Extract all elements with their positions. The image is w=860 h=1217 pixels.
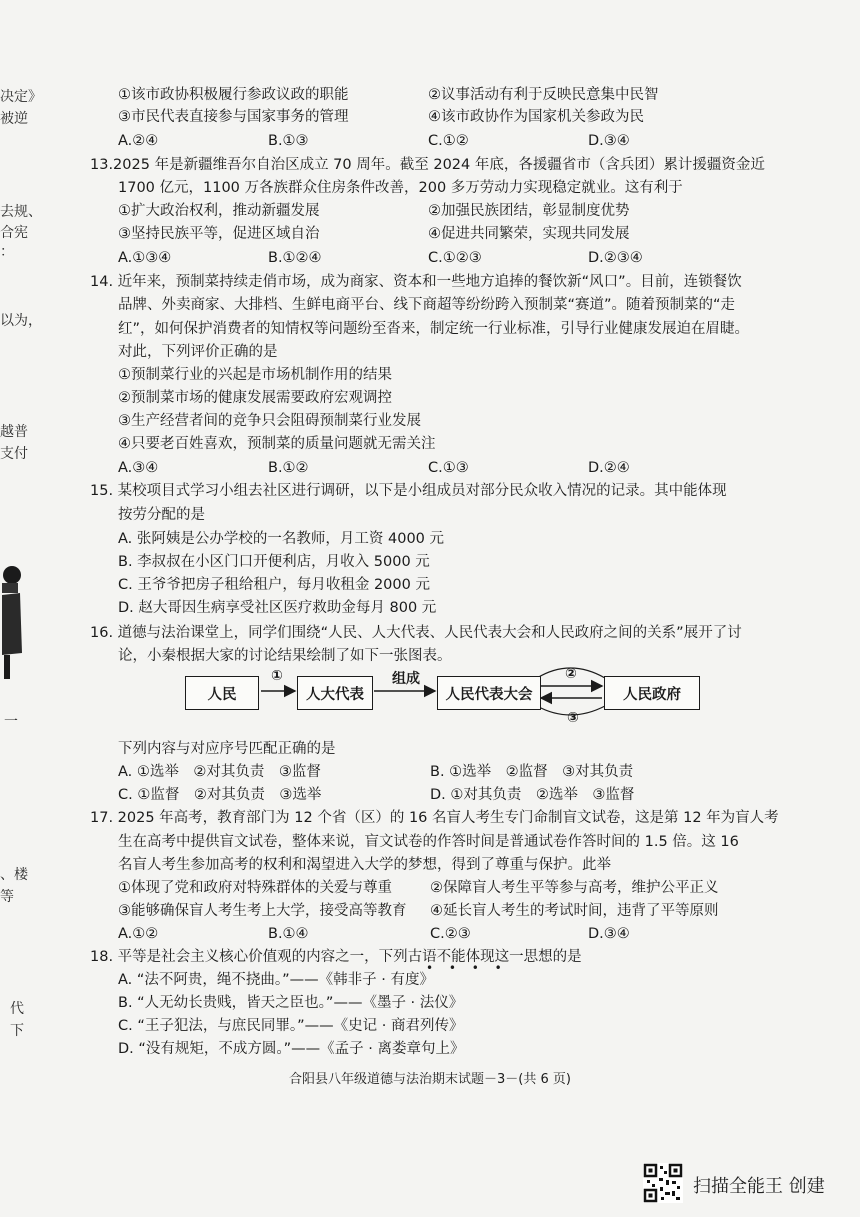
diagram-label-3: ③ (567, 710, 579, 726)
q15-stem-line: 15. 某校项目式学习小组去社区进行调研，以下是小组成员对部分民众收入情况的记录。其中能体现 (90, 483, 727, 499)
q16-prompt: 下列内容与对应序号匹配正确的是 (118, 741, 336, 757)
q13-answer-a: A.①③④ (118, 250, 172, 266)
q17-option-2: ②保障盲人考生平等参与高考，维护公平正义 (430, 880, 719, 896)
page-footer: 合阳县八年级道德与法治期末试题－3－(共 6 页) (289, 1072, 571, 1087)
qr-code-icon (643, 1163, 683, 1203)
q14-answer-a: A.③④ (118, 460, 159, 476)
diagram-box-deputies: 人大代表 (297, 676, 373, 710)
q17-stem-line: 名盲人考生参加高考的权利和渴望进入大学的梦想，得到了尊重与保护。此举 (118, 857, 611, 873)
margin-fragment: ： (0, 244, 14, 260)
q18-option: C. “王子犯法，与庶民同罪。”——《史记 · 商君列传》 (118, 1018, 464, 1034)
q14-option: ④只要老百姓喜欢，预制菜的质量问题就无需关注 (118, 436, 436, 452)
q17-answer-a: A.①② (118, 926, 159, 942)
relationship-diagram (185, 664, 725, 736)
q17-option-3: ③能够确保盲人考生考上大学，接受高等教育 (118, 903, 407, 919)
q12-answer-c: C.①② (428, 133, 469, 149)
margin-fragment: 被逆 (0, 111, 28, 127)
q16-stem-line: 16. 道德与法治课堂上，同学们围绕“人民、人大代表、人民代表大会和人民政府之间的关系”展开了讨 (90, 625, 742, 641)
diagram-box-congress: 人民代表大会 (437, 676, 541, 710)
margin-fragment: 代 (10, 1001, 24, 1017)
q17-answer-c: C.②③ (430, 926, 471, 942)
diagram-label-1: ① (271, 668, 283, 684)
q14-stem-line: 红”，如何保护消费者的知情权等问题纷至沓来，制定统一行业标准，引导行业健康发展迫在眉睫。 (118, 321, 750, 337)
q13-option-3: ③坚持民族平等，促进区域自治 (118, 226, 320, 242)
q12-option-1: ①该市政协积极履行参政议政的职能 (118, 87, 349, 103)
q12-answer-b: B.①③ (268, 133, 309, 149)
margin-fragment: 等 (0, 889, 14, 905)
margin-fragment: 决定》 (0, 89, 42, 105)
q16-stem-line: 论，小秦根据大家的讨论结果绘制了如下一张图表。 (118, 648, 452, 664)
q16-answer-a: A. ①选举 ②对其负责 ③监督 (118, 764, 321, 780)
q13-stem-line: 1700 亿元，1100 万各族群众住房条件改善，200 多万劳动力实现稳定就业。这有利于 (118, 180, 683, 196)
q14-stem-line: 14. 近年来，预制菜持续走俏市场，成为商家、资本和一些地方追捧的餐饮新“风口”。目前，连锁餐饮 (90, 274, 742, 290)
q12-answer-a: A.②④ (118, 133, 159, 149)
q14-option: ①预制菜行业的兴起是市场机制作用的结果 (118, 367, 392, 383)
q14-option: ③生产经营者间的竞争只会阻碍预制菜行业发展 (118, 413, 421, 429)
q15-option: D. 赵大哥因生病享受社区医疗救助金每月 800 元 (118, 600, 437, 616)
margin-fragment: 一 (4, 714, 18, 730)
q13-option-4: ④促进共同繁荣，实现共同发展 (428, 226, 630, 242)
q14-option: ②预制菜市场的健康发展需要政府宏观调控 (118, 390, 392, 406)
q15-option: C. 王爷爷把房子租给租户，每月收租金 2000 元 (118, 577, 430, 593)
diagram-label-2: ② (565, 666, 577, 682)
q18-option: D. “没有规矩，不成方圆。”——《孟子 · 离娄章句上》 (118, 1041, 465, 1057)
q17-stem-line: 生在高考中提供盲文试卷，整体来说，盲文试卷的作答时间是普通试卷作答时间的 1.5 倍。这 16 (118, 834, 739, 850)
scan-edge-artifact (2, 563, 28, 683)
q13-answer-d: D.②③④ (588, 250, 643, 266)
margin-fragment: 支付 (0, 446, 28, 462)
q12-option-3: ③市民代表直接参与国家事务的管理 (118, 109, 349, 125)
margin-fragment: 合宪 (0, 225, 28, 241)
q13-option-1: ①扩大政治权利，推动新疆发展 (118, 203, 320, 219)
margin-fragment: 以为， (0, 313, 42, 329)
diagram-box-people: 人民 (185, 676, 259, 710)
q17-stem-line: 17. 2025 年高考，教育部门为 12 个省（区）的 16 名盲人考生专门命制盲文试卷，这是第 12 年为盲人考 (90, 810, 779, 826)
q12-option-4: ④该市政协作为国家机关参政为民 (428, 109, 644, 125)
diagram-box-government: 人民政府 (604, 676, 700, 710)
q12-option-2: ②议事活动有利于反映民意集中民智 (428, 87, 659, 103)
q13-answer-c: C.①②③ (428, 250, 482, 266)
emphasis-dots: • • • • (426, 961, 508, 975)
q18-option: A. “法不阿贵，绳不挠曲。”——《韩非子 · 有度》 (118, 972, 434, 988)
q13-stem-line: 13.2025 年是新疆维吾尔自治区成立 70 周年。截至 2024 年底，各援疆省市（含兵团）累计援疆资金近 (90, 157, 765, 173)
margin-fragment: 、楼 (0, 867, 28, 883)
q17-option-1: ①体现了党和政府对特殊群体的关爱与尊重 (118, 880, 392, 896)
q15-option: A. 张阿姨是公办学校的一名教师，月工资 4000 元 (118, 531, 445, 547)
margin-fragment: 下 (10, 1023, 24, 1039)
q17-option-4: ④延长盲人考生的考试时间，违背了平等原则 (430, 903, 719, 919)
q14-answer-d: D.②④ (588, 460, 630, 476)
q12-answer-d: D.③④ (588, 133, 630, 149)
q14-answer-b: B.①② (268, 460, 309, 476)
q16-answer-b: B. ①选举 ②监督 ③对其负责 (430, 764, 634, 780)
margin-fragment: 越普 (0, 424, 28, 440)
q17-answer-b: B.①④ (268, 926, 309, 942)
scanner-brand-text: 扫描全能王 创建 (693, 1176, 825, 1197)
q15-stem-line: 按劳分配的是 (118, 507, 205, 523)
q18-stem: 18. 平等是社会主义核心价值观的内容之一，下列古语不能体现这一思想的是 (90, 949, 582, 965)
margin-fragment: 去规、 (0, 204, 42, 220)
q14-stem-line: 对此，下列评价正确的是 (118, 344, 278, 360)
q15-option: B. 李叔叔在小区门口开便利店，月收入 5000 元 (118, 554, 430, 570)
q17-answer-d: D.③④ (588, 926, 630, 942)
q14-answer-c: C.①③ (428, 460, 469, 476)
q14-stem-line: 品牌、外卖商家、大排档、生鲜电商平台、线下商超等纷纷跨入预制菜“赛道”。随着预制菜的“走 (118, 297, 736, 313)
q16-answer-c: C. ①监督 ②对其负责 ③选举 (118, 787, 322, 803)
q13-answer-b: B.①②④ (268, 250, 322, 266)
q13-option-2: ②加强民族团结，彰显制度优势 (428, 203, 630, 219)
q18-option: B. “人无幼长贵贱，皆天之臣也。”——《墨子 · 法仪》 (118, 995, 464, 1011)
q16-answer-d: D. ①对其负责 ②选举 ③监督 (430, 787, 635, 803)
diagram-label-compose: 组成 (392, 671, 420, 687)
